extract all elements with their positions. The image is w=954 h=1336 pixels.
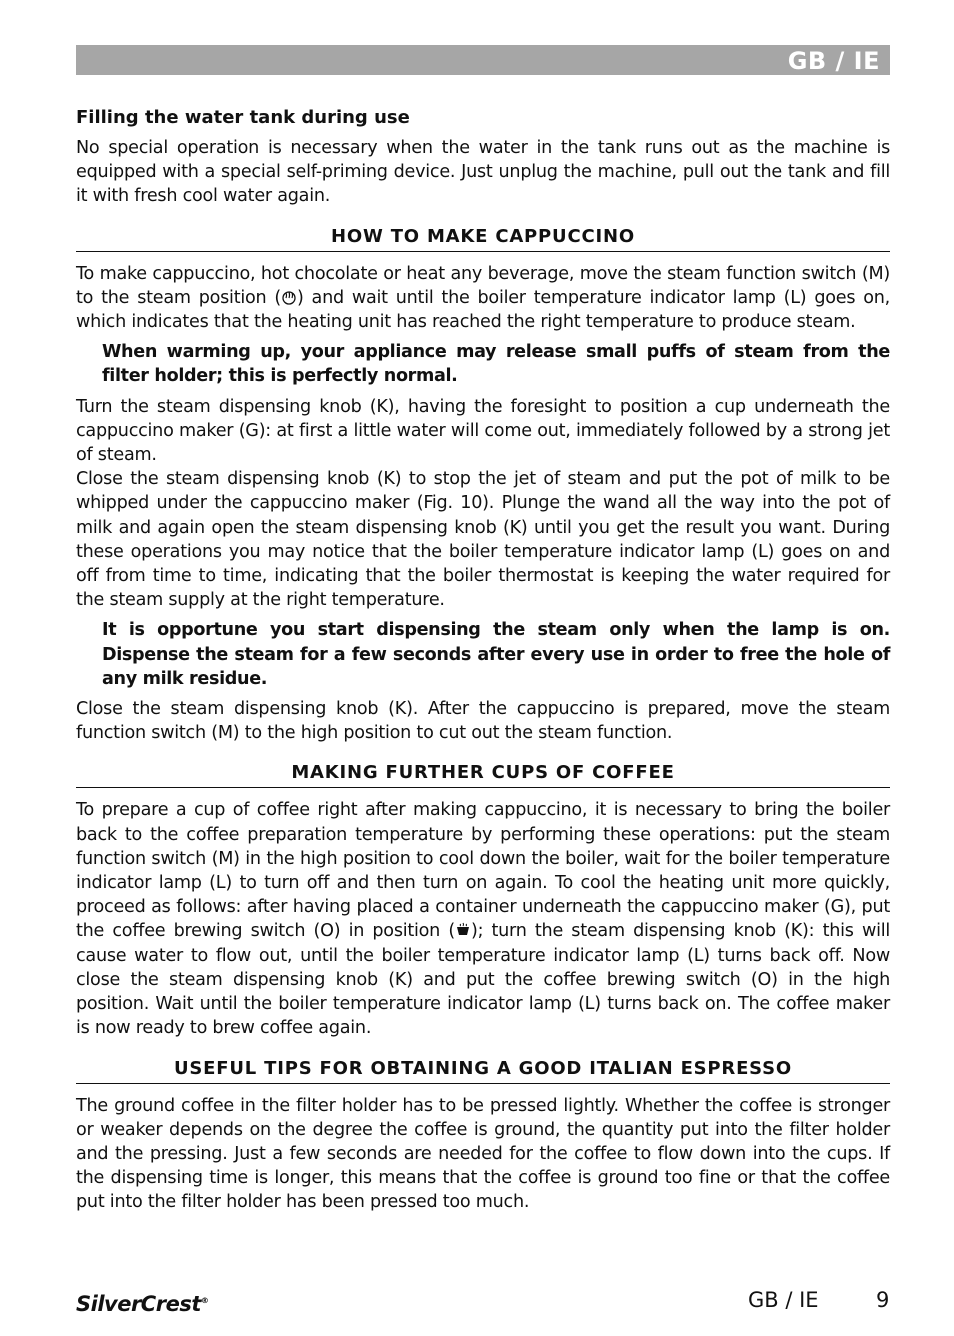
further-cups-title: MAKING FURTHER CUPS OF COFFEE xyxy=(76,761,890,788)
cappuccino-title: HOW TO MAKE CAPPUCCINO xyxy=(76,225,890,252)
page-content xyxy=(76,106,890,1215)
tips-paragraph: The ground coffee in the filter holder has to be pressed lightly. Whether the coffee is stronger or weaker depends on the degree the coffee is ground, the quantity put into the filter holder and the pressing. Just a few seconds are needed for the coffee to flow down into the cups. If the dispensing time is longer, this means that the coffee is ground too fine or that the coffee put into the filter holder has been pressed too much. xyxy=(76,1095,890,1213)
cappuccino-paragraph-3: Close the steam dispensing knob (K) to stop the jet of steam and put the pot of milk to be whipped under the cappuccino maker (Fig. 10). Plunge the wand all the way into the pot of milk and again open the steam dispensing knob (K) until you get the result you want. During these operations you may notice that the boiler temperature indicator lamp (L) goes on and off from time to time, indicating that the boiler thermostat is keeping the water required for the steam supply at the right temperature. xyxy=(76,469,890,611)
header-bar xyxy=(76,45,890,75)
further-p1-before: To prepare a cup of coffee right after making cappuccino, it is necessary to bring the boiler back to the coffee preparation temperature by performing these operations: put the steam function switch (M) in the high position to cool down the boiler, wait for the boiler temperature indicator lamp (L) to turn off and then turn on again. To cool the heating unit more quickly, proceed as follows: after having placed a container underneath the cappuccino maker (G), put the coffee brewing switch (O) in position ( xyxy=(76,800,890,942)
cappuccino-paragraph-1 xyxy=(76,262,890,335)
footer-language: GB / IE xyxy=(748,1288,819,1312)
cappuccino-p1-before: To make cappuccino, hot chocolate or heat any beverage, move the steam function switch (M) to the steam position ( xyxy=(76,263,890,308)
cappuccino-paragraph-2: Turn the steam dispensing knob (K), having the foresight to position a cup underneath the cappuccino maker (G): at first a little water will come out, immediately followed by a strong jet of steam. xyxy=(76,396,890,466)
filling-paragraph: No special operation is necessary when the water in the tank runs out as the machine is equipped with a special self-priming device. Just unplug the machine, pull out the tank and fill it with fresh cool water again. xyxy=(76,138,890,207)
brand-logo xyxy=(76,1292,208,1316)
cappuccino-paragraph-4: Close the steam dispensing knob (K). After the cappuccino is prepared, move the steam function switch (M) to the high position to cut out the steam function. xyxy=(76,699,890,744)
cappuccino-note-2: It is opportune you start dispensing the steam only when the lamp is on. Dispense the steam for a few seconds after every use in order to free the hole of any milk residue. xyxy=(102,620,890,689)
steam-icon xyxy=(281,288,297,304)
brand-name: SilverCrest xyxy=(76,1292,201,1316)
coffee-cup-icon xyxy=(455,921,471,937)
filling-title: Filling the water tank during use xyxy=(76,107,410,128)
header-language-code: GB / IE xyxy=(787,47,880,75)
further-cups-paragraph xyxy=(76,798,890,1040)
cappuccino-p1-after: ) and wait until the boiler temperature indicator lamp (L) goes on, which indicates that the heating unit has reached the right temperature to produce steam. xyxy=(76,287,890,333)
cappuccino-note-1: When warming up, your appliance may release small puffs of steam from the filter holder; this is perfectly normal. xyxy=(102,342,890,387)
brand-trademark: ® xyxy=(200,1296,209,1305)
page-number: 9 xyxy=(876,1288,890,1312)
further-p1-after: ); turn the steam dispensing knob (K): this will cause water to flow out, until the boiler temperature indicator lamp (L) turns back off. Now close the steam dispensing knob (K) and put the coffee brewing switch (O) in the high position. Wait until the boiler temperature indicator lamp (L) turns back on. The coffee maker is now ready to brew coffee again. xyxy=(76,921,891,1039)
tips-title: USEFUL TIPS FOR OBTAINING A GOOD ITALIAN ESPRESSO xyxy=(76,1057,890,1084)
